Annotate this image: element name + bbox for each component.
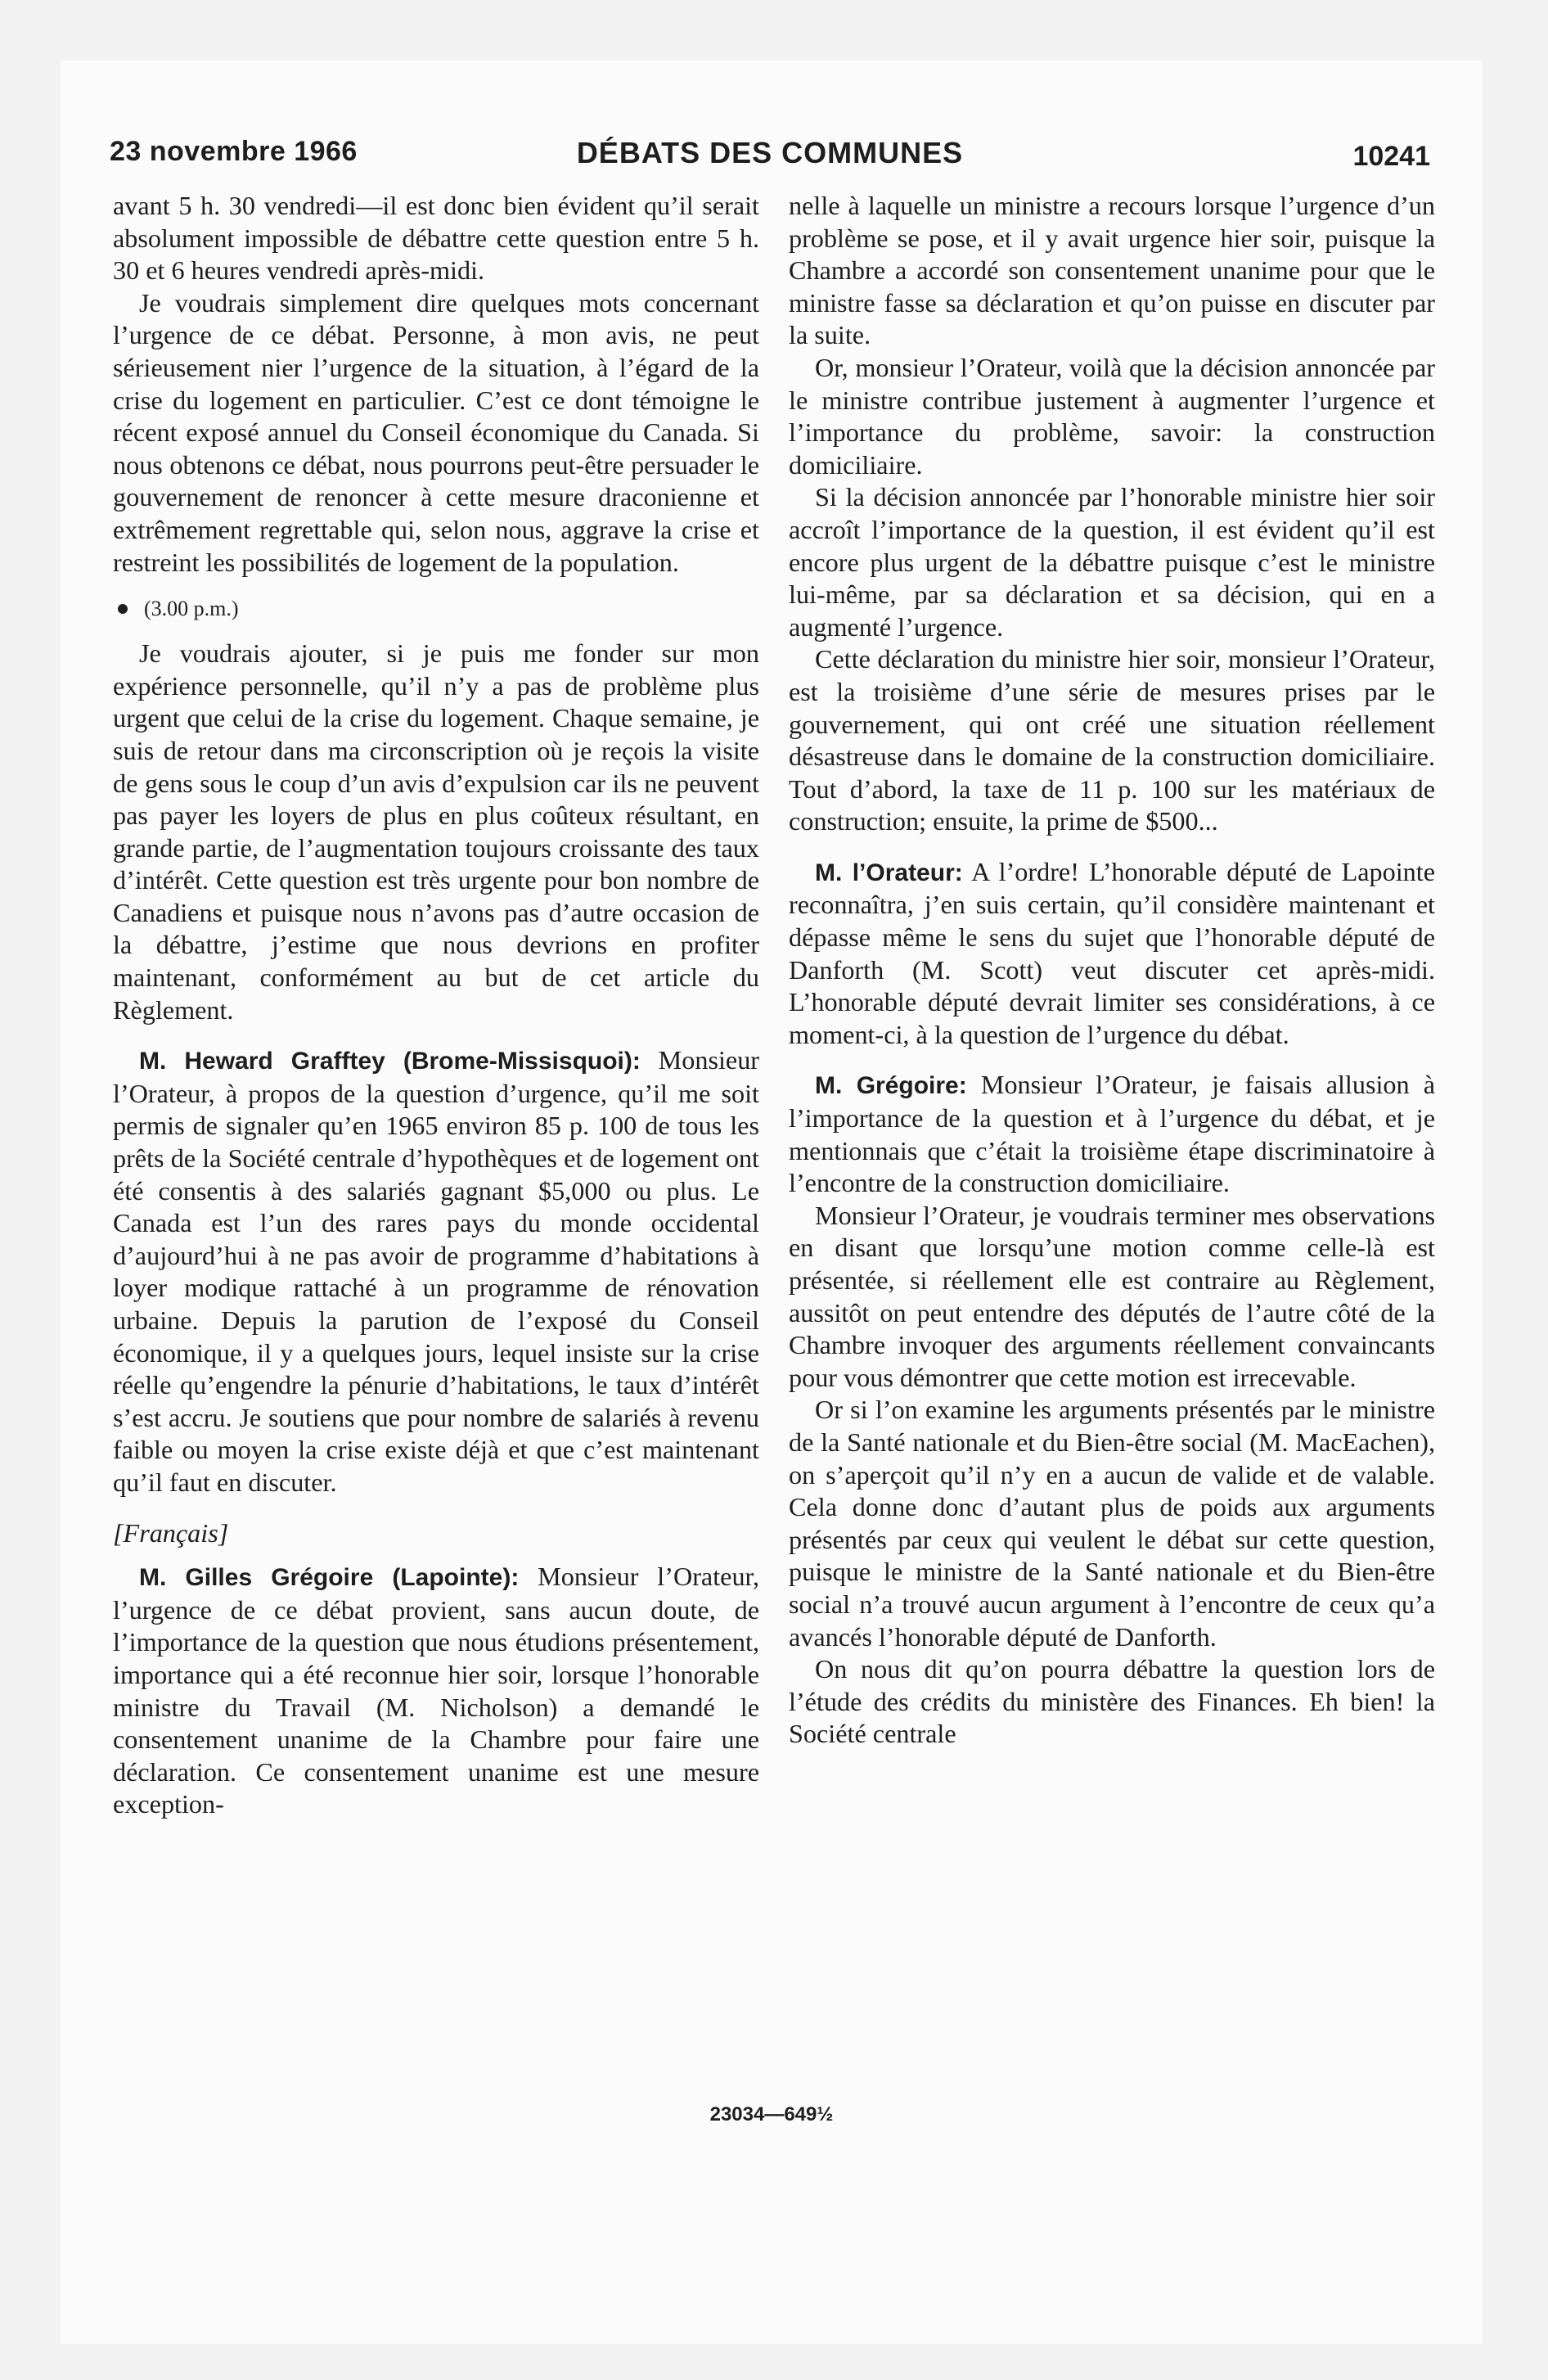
- paragraph: avant 5 h. 30 vendredi—il est donc bien évident qu’il serait absolument impossible de débattre cette question entre 5 h. 30 et 6 heures vendredi après-midi.: [113, 191, 759, 286]
- left-column: [113, 190, 759, 1821]
- language-tag: [Français]: [113, 1517, 229, 1548]
- paragraph: Je voudrais simplement dire quelques mots concernant l’urgence de ce débat. Personne, à mon avis, ne peut sérieusement nier l’urgence de la situation, à l’égard de la crise du logement en particulier. C’est ce dont témoigne le récent exposé annuel du Conseil économique du Canada. Si nous obtenons ce débat, nous pourrons peut-être persuader le gouvernement de renoncer à cette mesure draconienne et extrêmement regrettable qui, selon nous, aggrave la crise et restreint les possibilités de logement de la population.: [113, 287, 759, 577]
- timestamp: [113, 595, 759, 623]
- speaker-name: M. Grégoire:: [815, 1072, 967, 1100]
- header-page-number: 10241: [1352, 141, 1430, 172]
- speaker-name: M. Gilles Grégoire (Lapointe):: [139, 1564, 520, 1592]
- timestamp-text: (3.00 p.m.): [144, 597, 239, 621]
- speech-text: Monsieur l’Orateur, l’urgence de ce débat provient, sans aucun doute, de l’importance de la question que nous étudions présentement, importance qui a été reconnue hier soir, lorsque l’honorable ministre du Travail (M. Nicholson) a demandé le consentement unanime de la Chambre pour faire une déclaration. Ce consentement unanime est une mesure exception-: [113, 1562, 760, 1819]
- paragraph: Si la décision annoncée par l’honorable ministre hier soir accroît l’importance de la question, il est évident qu’il est encore plus urgent de la débattre puisque c’est le ministre lui-même, par sa déclaration et sa décision, qui en a augmenté l’urgence.: [789, 482, 1435, 642]
- right-column: [789, 190, 1435, 1751]
- paragraph: Or, monsieur l’Orateur, voilà que la décision annoncée par le ministre contribue justement à augmenter l’urgence et l’importance du problème, savoir: la construction domiciliaire.: [789, 352, 1435, 480]
- paragraph: On nous dit qu’on pourra débattre la question lors de l’étude des crédits du ministère des Finances. Eh bien! la Société centrale: [789, 1654, 1435, 1749]
- document-page: [61, 61, 1483, 2344]
- speech: [789, 856, 1435, 1052]
- speech: [113, 1044, 759, 1499]
- page-footer: 23034—649½: [709, 2103, 834, 2125]
- speaker-name: M. l’Orateur:: [815, 859, 963, 886]
- speech-text: A l’ordre! L’honorable député de Lapointe reconnaîtra, j’en suis certain, qu’il considère maintenant et dépasse même le sens du sujet que l’honorable député de Danforth (M. Scott) veut discuter cet après-midi. L’honorable député devrait limiter ses considérations, à ce moment-ci, à la question de l’urgence du débat.: [789, 856, 1435, 1049]
- speaker-name: M. Heward Grafftey (Brome-Missisquoi):: [139, 1048, 641, 1075]
- speech: [789, 1069, 1435, 1199]
- speech: [113, 1561, 759, 1821]
- paragraph: Monsieur l’Orateur, je voudrais terminer mes observations en disant que lorsqu’une motion comme celle-là est présentée, si réellement elle est contraire au Règlement, aussitôt on peut entendre des députés de l’autre côté de la Chambre invoquer des arguments réellement convaincants pour vous démontrer que cette motion est irrecevable.: [789, 1200, 1435, 1392]
- speech-text: Monsieur l’Orateur, à propos de la question d’urgence, qu’il me soit permis de signaler qu’en 1965 environ 85 p. 100 de tous les prêts de la Société centrale d’hypothèques et de logement ont été consentis à des salariés gagnant $5,000 ou plus. Le Canada est l’un des rares pays du monde occidental d’aujourd’hui à ne pas avoir de programme d’habitations à loyer modique rattaché à un programme de rénovation urbaine. Depuis la parution de l’exposé du Conseil économique, il y a quelques jours, lequel insiste sur la crise réelle qu’engendre la pénurie d’habitations, le taux d’intérêt s’est accru. Je soutiens que pour nombre de salariés à revenu faible ou moyen la crise existe déjà et que c’est maintenant qu’il faut en discuter.: [113, 1045, 760, 1497]
- header-title: DÉBATS DES COMMUNES: [576, 136, 964, 169]
- paragraph: nelle à laquelle un ministre a recours lorsque l’urgence d’un problème se pose, et il y avait urgence hier soir, puisque la Chambre a accordé son consentement unanime pour que le ministre fasse sa déclaration et qu’on puisse en discuter par la suite.: [789, 191, 1435, 350]
- paragraph: Or si l’on examine les arguments présentés par le ministre de la Santé nationale et du Bien-être social (M. MacEachen), on s’aperçoit qu’il n’y en a aucun de valide et de valable. Cela donne donc d’autant plus de poids aux arguments présentés par ceux qui veulent le débat sur cette question, puisque le ministre de la Santé nationale et du Bien-être social n’a trouvé aucun argument à l’encontre de ceux qu’a avancés l’honorable député de Danforth.: [789, 1395, 1435, 1652]
- header-date: 23 novembre 1966: [110, 136, 358, 167]
- page-header: [110, 136, 1430, 177]
- paragraph: Cette déclaration du ministre hier soir, monsieur l’Orateur, est la troisième d’une série de mesures prises par le gouvernement, qui ont créé une situation réellement désastreuse dans le domaine de la construction domiciliaire. Tout d’abord, la taxe de 11 p. 100 sur les matériaux de construction; ensuite, la prime de $500...: [789, 644, 1435, 836]
- bullet-icon: [118, 604, 128, 614]
- speech-text: Monsieur l’Orateur, je faisais allusion à l’importance de la question et à l’urgence du débat, et je mentionnais que c’était la troisième étape discriminatoire à l’encontre de la construction domiciliaire.: [789, 1070, 1435, 1198]
- paragraph: Je voudrais ajouter, si je puis me fonder sur mon expérience personnelle, qu’il n’y a pas de problème plus urgent que celui de la crise du logement. Chaque semaine, je suis de retour dans ma circonscription où je reçois la visite de gens sous le coup d’un avis d’expulsion car ils ne peuvent pas payer les loyers de plus en plus coûteux résultant, en grande partie, de l’augmentation toujours croissante des taux d’intérêt. Cette question est très urgente pour bon nombre de Canadiens et puisque nous n’avons pas d’autre occasion de la débattre, j’estime que nous devrions en profiter maintenant, conformément au but de cet article du Règlement.: [113, 638, 759, 1025]
